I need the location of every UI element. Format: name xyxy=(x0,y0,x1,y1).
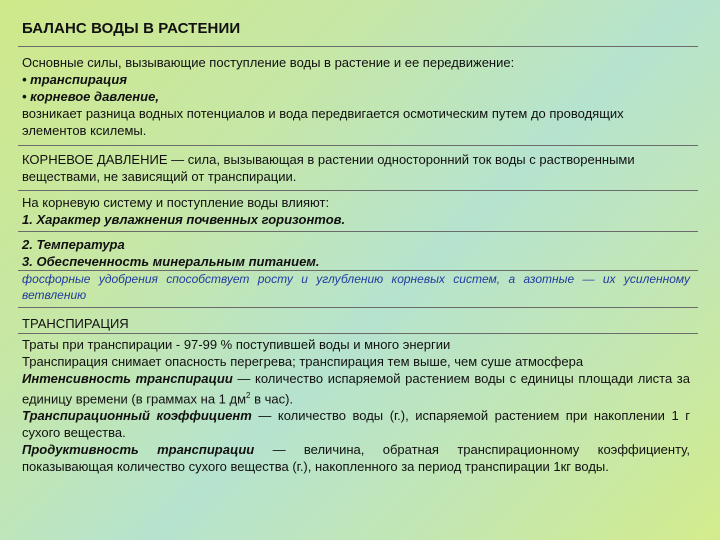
slide-title: БАЛАНС ВОДЫ В РАСТЕНИИ xyxy=(22,20,241,37)
divider xyxy=(18,190,698,191)
intensity-term: Интенсивность транспирации xyxy=(22,371,233,386)
factors-section xyxy=(22,194,690,228)
fertilizer-note-section xyxy=(22,271,690,303)
forces-tail: возникает разница водных потенциалов и вода передвигается осмотическим путем до проводящих элементов ксилемы. xyxy=(22,106,624,138)
divider xyxy=(18,231,698,232)
fertilizer-note: фосфорные удобрения способствует росту и углублению корневых систем, а азотные — их усиленному ветвлению xyxy=(22,272,690,302)
root-pressure-definition: — сила, вызывающая в растении односторонний ток воды с растворенными веществами, не зависящий от транспирации. xyxy=(22,152,635,184)
factor-2: 2. Температура xyxy=(22,237,125,252)
divider xyxy=(18,307,698,308)
productivity-paragraph xyxy=(22,441,690,475)
transpiration-section xyxy=(22,336,690,475)
divider xyxy=(18,46,698,47)
factor-1: 1. Характер увлажнения почвенных горизонтов. xyxy=(22,212,346,227)
root-pressure-text xyxy=(22,151,690,185)
forces-section xyxy=(22,54,690,139)
intensity-definition-end: в час). xyxy=(250,391,294,407)
factor-3: 3. Обеспеченность минеральным питанием. xyxy=(22,254,320,269)
forces-bullet-root-pressure: • корневое давление, xyxy=(22,89,159,104)
root-pressure-term: КОРНЕВОЕ ДАВЛЕНИЕ xyxy=(22,152,168,167)
coefficient-paragraph xyxy=(22,407,690,441)
factors-section-2 xyxy=(22,236,690,270)
transpiration-overheat: Транспирация снимает опасность перегрева; транспирация тем выше, чем суше атмосфера xyxy=(22,354,584,369)
transpiration-cost: Траты при транспирации - 97-99 % поступившей воды и много энергии xyxy=(22,337,451,352)
productivity-definition: — величина, обратная транспирационному коэффициенту, показывающая количество сухого вещества (г.), накопленного за период транспирации 1кг воды. xyxy=(22,442,690,475)
coefficient-definition: — количество воды (г.), испаряемой растением при накоплении 1 г сухого вещества. xyxy=(22,408,690,441)
forces-intro: Основные силы, вызывающие поступление воды в растение и ее передвижение: xyxy=(22,55,515,70)
divider xyxy=(18,333,698,334)
factors-intro: На корневую систему и поступление воды влияют: xyxy=(22,195,330,210)
intensity-superscript: 2 xyxy=(246,391,251,400)
intensity-definition: — количество испаряемой растением воды с единицы площади листа за единицу времени (в граммах на 1 дм xyxy=(22,371,690,407)
transpiration-heading: ТРАНСПИРАЦИЯ xyxy=(22,316,129,331)
intensity-paragraph xyxy=(22,370,690,407)
root-pressure-section xyxy=(22,151,690,185)
forces-bullet-transpiration: • транспирация xyxy=(22,72,128,87)
productivity-term: Продуктивность транспирации xyxy=(22,442,255,458)
transpiration-heading-section xyxy=(22,315,690,332)
divider xyxy=(18,145,698,146)
coefficient-term: Транспирационный коэффициент xyxy=(22,408,252,424)
